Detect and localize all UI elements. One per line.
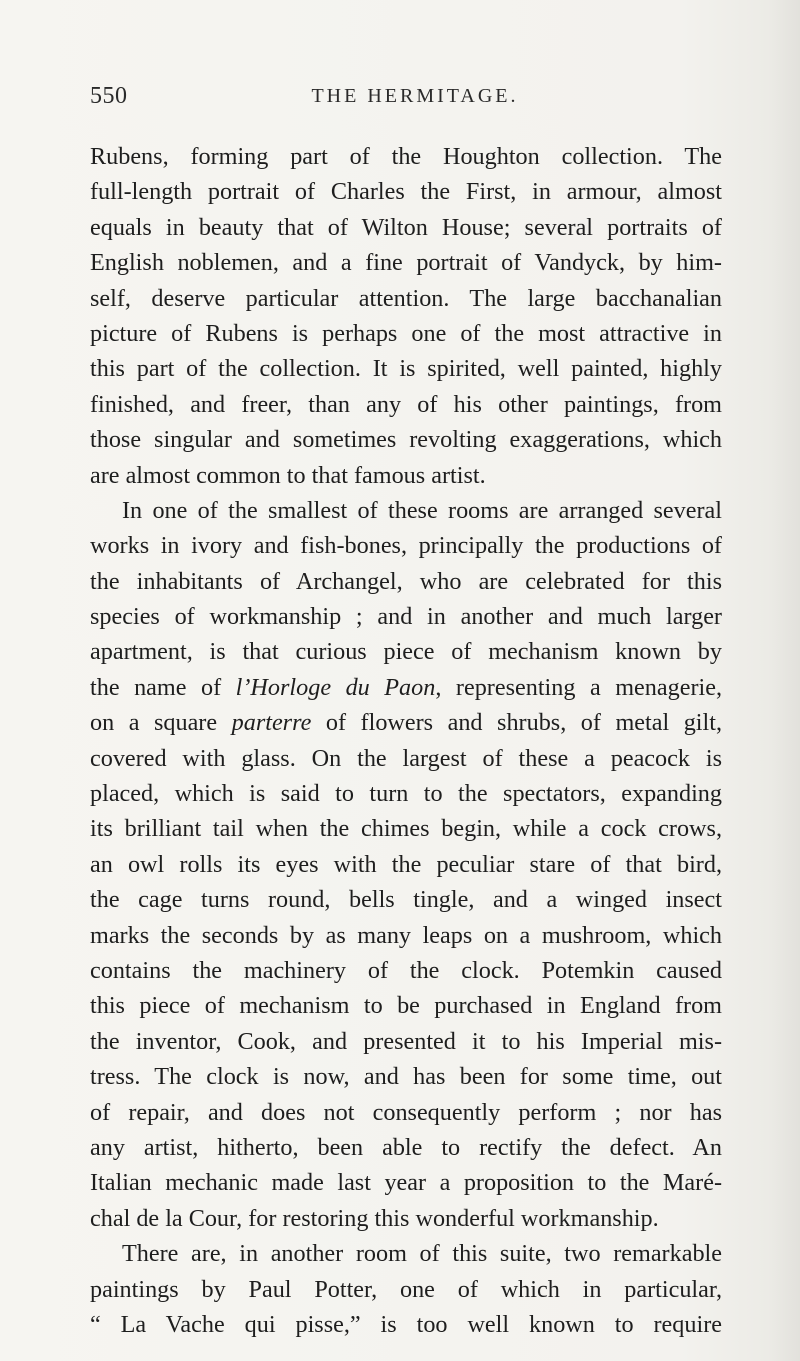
text-line: species of workmanship ; and in another and much larger (90, 603, 722, 631)
text-line: works in ivory and fish-bones, principally the productions of (90, 532, 722, 560)
text-line: Rubens, forming part of the Houghton collection. The (90, 143, 722, 170)
text-line: its brilliant tail when the chimes begin, while a cock crows, (90, 815, 722, 843)
paragraph-start-line: There are, in another room of this suite, two remarkable (122, 1240, 722, 1268)
text-line: Italian mechanic made last year a proposition to the Maré- (90, 1169, 722, 1197)
text-line: apartment, is that curious piece of mechanism known by (90, 638, 722, 666)
italic-title: l’Horloge du Paon (235, 673, 436, 701)
text-line-with-italic (90, 705, 722, 740)
text-line-with-italic (90, 670, 722, 705)
text-line: tress. The clock is now, and has been for some time, out (90, 1063, 722, 1091)
italic-term: parterre (231, 709, 312, 737)
text-segment: , representing a menagerie, (435, 673, 723, 701)
body-text (90, 139, 722, 1342)
running-head: THE HERMITAGE. (311, 85, 519, 107)
text-segment: the name of (90, 673, 236, 701)
text-segment: on a square (90, 709, 232, 737)
text-line: paintings by Paul Potter, one of which in particular, (90, 1275, 722, 1303)
text-segment: of flowers and shrubs, of metal gilt, (311, 709, 722, 737)
text-line: this piece of mechanism to be purchased in England from (90, 992, 722, 1020)
text-line: equals in beauty that of Wilton House; several portraits of (90, 213, 722, 241)
page-header (90, 83, 710, 117)
paragraph-start-line: In one of the smallest of these rooms are arranged several (122, 496, 722, 524)
text-line: those singular and sometimes revolting exaggerations, which (90, 426, 722, 454)
text-line: contains the machinery of the clock. Potemkin caused (90, 956, 722, 984)
text-line: placed, which is said to turn to the spectators, expanding (90, 780, 722, 808)
text-line: the inhabitants of Archangel, who are celebrated for this (90, 567, 722, 595)
text-line: full-length portrait of Charles the First, in armour, almost (90, 178, 722, 206)
text-line: any artist, hitherto, been able to rectify the defect. An (90, 1133, 722, 1161)
text-line: English noblemen, and a fine portrait of Vandyck, by him- (90, 249, 722, 277)
text-line: the inventor, Cook, and presented it to his Imperial mis- (90, 1027, 722, 1055)
text-line: the cage turns round, bells tingle, and a winged insect (90, 886, 722, 914)
text-line: of repair, and does not consequently perform ; nor has (90, 1098, 722, 1126)
text-line: self, deserve particular attention. The large bacchanalian (90, 284, 722, 312)
text-line: this part of the collection. It is spirited, well painted, highly (90, 355, 722, 383)
text-line: marks the seconds by as many leaps on a mushroom, which (90, 921, 722, 949)
page-number: 550 (90, 83, 128, 109)
text-line: an owl rolls its eyes with the peculiar stare of that bird, (90, 850, 722, 878)
paragraph-end-line: are almost common to that famous artist. (90, 461, 486, 489)
text-line: picture of Rubens is perhaps one of the most attractive in (90, 319, 722, 347)
text-line: “ La Vache qui pisse,” is too well known to require (90, 1310, 722, 1338)
text-line: covered with glass. On the largest of these a peacock is (90, 744, 722, 772)
paragraph-end-line: chal de la Cour, for restoring this wonderful workmanship. (90, 1204, 659, 1232)
text-line: finished, and freer, than any of his other paintings, from (90, 390, 722, 418)
